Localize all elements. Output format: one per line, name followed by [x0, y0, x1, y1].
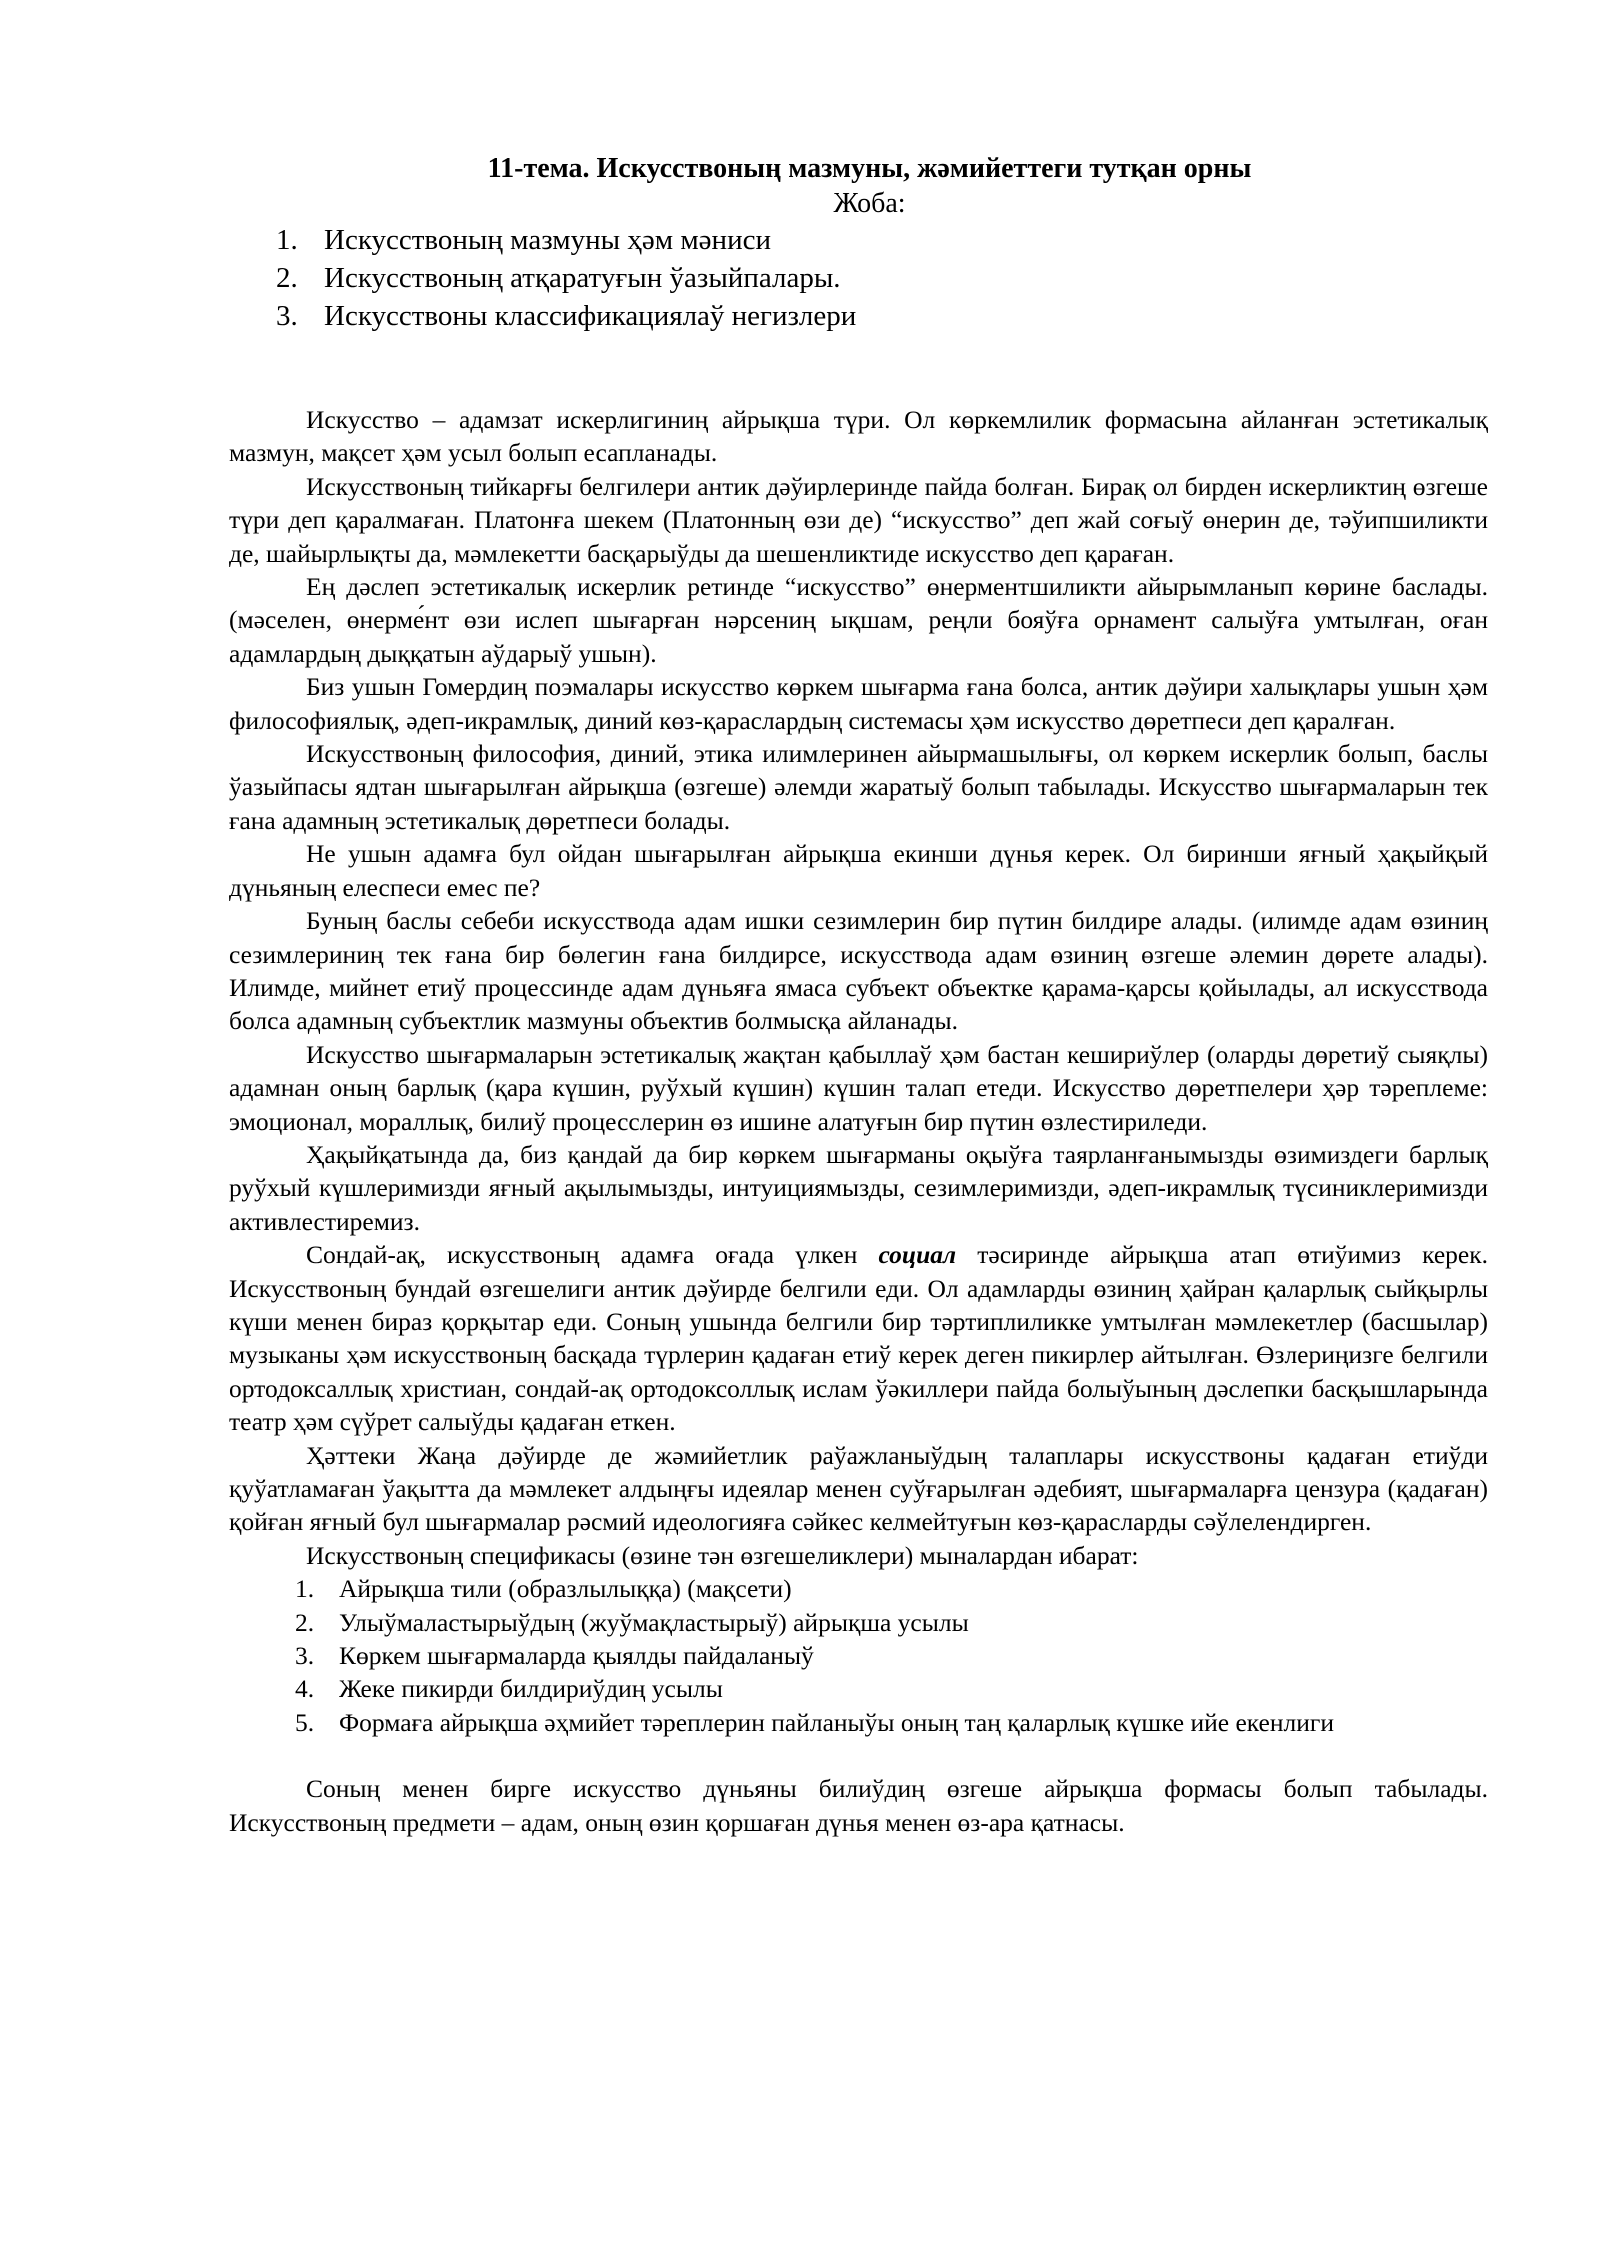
- document-body: [229, 403, 1488, 1839]
- spec-item: [295, 1606, 1488, 1639]
- plan-item-number: 3.: [276, 300, 298, 332]
- body-paragraph: Ҳәттеки Жаңа дәўирде де жәмийетлик раўажланыўдың талаплары искусствоны қадаған етиўди қуўатламаған ўақытта да мәмлекет алдыңғы идеялар менен суўғарылған әдебият, шығармаларға цензура (қадаған) қойған яғный бул шығармалар рәсмий идеологияға сәйкес келмейтуғын көз-қарасларды сәўлелендирген.: [229, 1440, 1488, 1537]
- closing-paragraph: Соның менен бирге искусство дүньяны билиўдиң өзгеше айрықша формасы болып табылады. Искусствоның предмети – адам, оның өзин қоршаған дүнья менен өз-ара қатнасы.: [229, 1774, 1488, 1837]
- plan-item: [276, 259, 1488, 297]
- spec-item-text: Жеке пикирди билдириўдиң усылы: [339, 1674, 723, 1704]
- document-title: 11-тема. Искусствоның мазмуны, жәмийеттеги тутқан орны: [487, 153, 1252, 184]
- body-paragraph: Искусство – адамзат искерлигиниң айрықша түри. Ол көркемлилик формасына айланған эстетикалық мазмун, мақсет ҳәм усыл болып есапланады.: [229, 405, 1488, 468]
- plan-list: [229, 221, 1488, 335]
- spec-item-number: 5.: [295, 1707, 315, 1737]
- body-paragraph: Искусствоның философия, диний, этика илимлеринен айырмашылығы, ол көркем искерлик болып, баслы ўазыйпасы ядтан шығарылған айрықша (өзгеше) әлемди жаратыў болып табылады. Искусство шығармаларын тек ғана адамның эстетикалық дөретпеси болады.: [229, 739, 1488, 835]
- social-paragraph: [229, 1238, 1488, 1438]
- plan-item: [276, 221, 1488, 259]
- social-paragraph-end: тәсиринде айрықша атап өтиўимиз керек. Искусствоның бундай өзгешелиги антик дәўирде белгили еди. Ол адамларды өзиниң ҳайран қаларлық сыйқырлы күши менен бираз қорқытар еди. Соның ушында белгили бир тәртиплиликке умтылған мәмлекетлер (басшылар) музыканы ҳәм искусствоның басқада түрлерин қадаған етиў керек деген пикирлер айтылған. Өзлериңизге белгили ортодоксаллық христиан, сондай-ақ ортодоксоллық ислам ўәкиллери пайда болыўының дәслепки басқышларында театр ҳәм сүўрет салыўды қадаған еткен.: [229, 1240, 1488, 1437]
- body-paragraph: Ең дәслеп эстетикалық искерлик ретинде “искусство” өнерментшиликти айырымланып көрине баслады. (мәселен, өнерме́нт өзи ислеп шығарған нәрсениң ықшам, реңли бояўға орнамент салыўға умтылған, оған адамлардың дыққатын аўдарыў ушын).: [229, 572, 1488, 668]
- spec-item-number: 3.: [295, 1641, 315, 1671]
- body-paragraph: Не ушын адамға бул ойдан шығарылған айрықша екинши дүнья керек. Ол биринши яғный ҳақыйқый дүньяның елеспеси емес пе?: [229, 839, 1488, 902]
- spec-item-text: Улыўмаластырыўдың (жуўмақластырыў) айрықша усылы: [339, 1607, 969, 1637]
- plan-item-number: 2.: [276, 262, 298, 294]
- plan-item: [276, 297, 1488, 335]
- spec-item: [295, 1572, 1488, 1605]
- body-paragraph: Искусство шығармаларын эстетикалық жақтан қабыллаў ҳәм бастан кешириўлер (оларды дөретиў сыяқлы) адамнан оның барлық (қара күшин, руўхый күшин) күшин талап етеди. Искусство дөретпелери ҳәр тәреплеме: эмоционал, мораллық, билиў процесслерин өз ишине алатуғын бир пүтин өзлестириледи.: [229, 1039, 1488, 1136]
- social-emphasis: социал: [878, 1240, 957, 1270]
- spec-intro: Искусствоның спецификасы (өзине тән өзгешеликлери) мыналардан ибарат:: [306, 1540, 1139, 1570]
- plan-item-number: 1.: [276, 224, 298, 256]
- body-paragraph: Биз ушын Гомердиң поэмалары искусство көркем шығарма ғана болса, антик дәўири халықлары ушын ҳәм философиялық, әдеп-икрамлық, диний көз-қараслардың системасы ҳәм искусство дөретпеси деп қаралған.: [229, 672, 1488, 735]
- spec-item: [295, 1706, 1488, 1739]
- body-paragraph: Искусствоның тийкарғы белгилери антик дәўирлеринде пайда болған. Бирақ ол бирден искерликтиң өзгеше түри деп қаралмаған. Платонға шекем (Платонның өзи де) “искусство” деп жай соғыў өнерин де, тәўипшиликти де, шайырлықты да, мәмлекетти басқарыўды да шешенликтиде искусство деп қараған.: [229, 471, 1488, 568]
- spec-item-text: Формаға айрықша әҳмийет тәреплерин пайланыўы оның таң қаларлық күшке ийе екенлиги: [339, 1707, 1334, 1737]
- spec-item-number: 1.: [295, 1574, 315, 1604]
- plan-item-text: Искусствоның мазмуны ҳәм мәниси: [324, 224, 771, 256]
- spec-item: [295, 1672, 1488, 1705]
- body-paragraph: Ҳақыйқатында да, биз қандай да бир көркем шығарманы оқыўға таярланғанымызды өзимиздеги барлық руўхый күшлеримизди яғный ақылымызды, интуициямызды, сезимлеримизди, әдеп-икрамлық түсиниклеримизди активлестиремиз.: [229, 1139, 1488, 1236]
- spec-list: [229, 1572, 1488, 1739]
- spec-item-number: 2.: [295, 1607, 315, 1637]
- social-paragraph-start: Сондай-ақ, искусствоның адамға оғада үлкен: [306, 1240, 879, 1270]
- spec-item: [295, 1639, 1488, 1672]
- plan-label: Жоба:: [833, 188, 906, 219]
- plan-item-text: Искусствоны классификациялаў негизлери: [324, 300, 857, 332]
- spec-item-text: Айрықша тили (образлылыққа) (мақсети): [339, 1574, 792, 1604]
- spec-item-text: Көркем шығармаларда қыялды пайдаланыў: [339, 1641, 814, 1671]
- plan-item-text: Искусствоның атқаратуғын ўазыйпалары.: [324, 262, 841, 294]
- body-paragraph: Буның баслы себеби искусствода адам ишки сезимлерин бир пүтин билдире алады. (илимде адам өзиниң сезимлериниң тек ғана бир бөлегин ғана билдирсе, искусствода адам өзиниң өзгеше әлемин дөрете алады). Илимде, мийнет етиў процессинде адам дүньяға ямаса субъект объектке қарама-қарсы қойылады, ал искусствода болса адамның субъектлик мазмуны объектив болмысқа айланады.: [229, 906, 1488, 1036]
- spec-item-number: 4.: [295, 1674, 315, 1704]
